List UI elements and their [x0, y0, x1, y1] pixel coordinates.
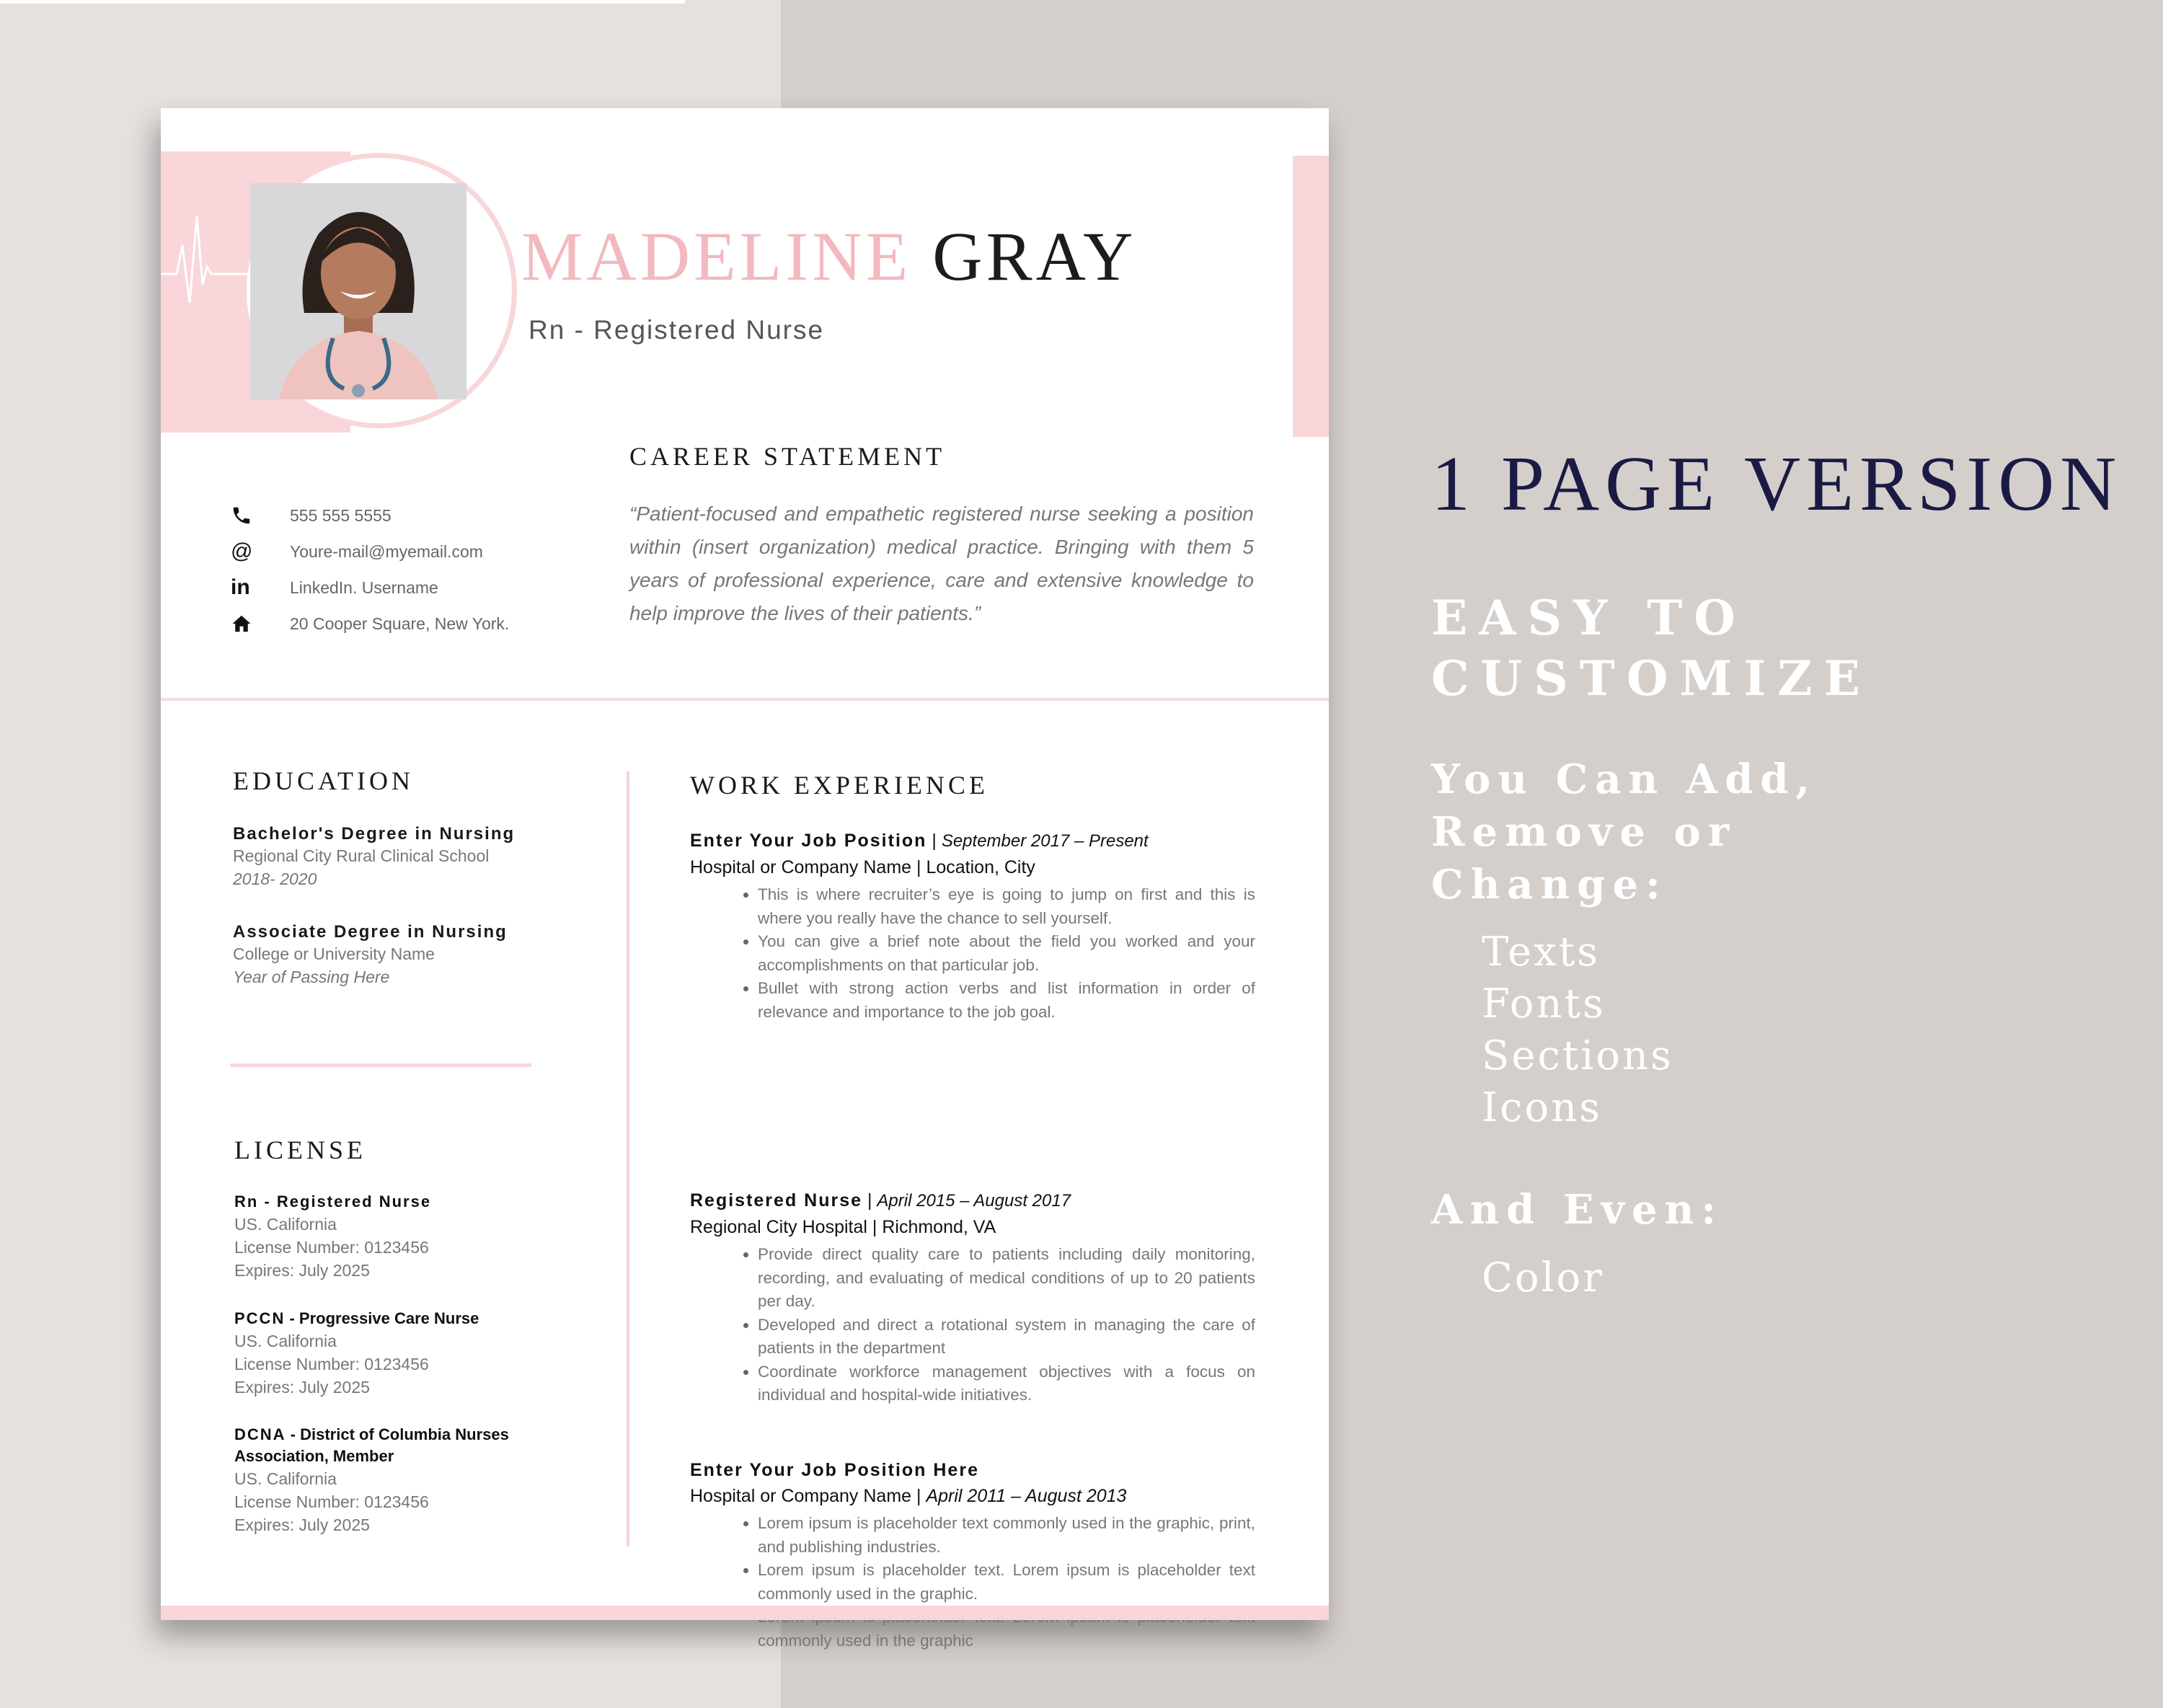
promo-feature: Sections [1482, 1032, 1673, 1079]
job-bullet: • Bullet with strong action verbs and list information in order of relevance and importance to the job goal. [758, 977, 1255, 1024]
job-bullets [690, 1512, 1255, 1652]
career-statement-heading: CAREER STATEMENT [629, 442, 946, 471]
education-divider [230, 1063, 531, 1067]
promo-color-item: Color [1482, 1255, 1604, 1301]
license-item [234, 1424, 537, 1536]
job-position: Registered Nurse [690, 1190, 863, 1211]
header-right-bar [1293, 156, 1329, 437]
job-entry: Registered Nurse | April 2015 – August 2017 Regional City Hospital | Richmond, VA • Provide direct quality care to patients including daily monitoring, recording, and evaluating of medical conditions of up to 20 patients per day. • Developed and direct a rotational system in managing the care of patients in the department • Coordinate workforce management objectives with a focus on individual and hospital-wide initiatives. [690, 1187, 1255, 1407]
school-name: Regional City Rural Clinical School [233, 846, 490, 865]
contact-email [231, 534, 509, 570]
license-number: License Number: 0123456 [234, 1492, 429, 1511]
job-dates: April 2015 – August 2017 [877, 1191, 1071, 1211]
job-dates: April 2011 – August 2013 [926, 1486, 1127, 1506]
job-location: Location, City [926, 857, 1035, 877]
work-experience-heading: WORK EXPERIENCE [690, 771, 988, 800]
contact-address [231, 606, 509, 642]
job-bullet: • commonly used in the graphic [758, 1606, 1255, 1652]
license-state: US. California [234, 1469, 337, 1488]
school-name: College or University Name [233, 944, 435, 963]
job-bullet: • Provide direct quality care to patients including daily monitoring, recording, and evaluating of medical conditions of up to 20 patients per day. [758, 1243, 1255, 1314]
profile-photo [250, 183, 466, 399]
license-code: PCCN [234, 1309, 286, 1327]
degree-title: Bachelor's Degree in Nursing [233, 824, 516, 844]
heartbeat-icon [161, 202, 255, 310]
header-divider [161, 698, 1329, 701]
education-item [233, 824, 550, 890]
job-bullet: • Lorem ipsum is placeholder text. Lorem ipsum is placeholder text commonly used in the graphic. [758, 1559, 1255, 1606]
job-title: Rn - Registered Nurse [528, 315, 825, 345]
job-bullet: • Lorem ipsum is placeholder text commonly used in the graphic, print, and publishing industries. [758, 1512, 1255, 1559]
contact-phone [231, 497, 509, 534]
license-expiry: Expires: July 2025 [234, 1261, 370, 1280]
promo-feature: Texts [1482, 929, 1600, 975]
education-item [233, 922, 550, 988]
promo-easy-line: CUSTOMIZE [1431, 650, 1872, 707]
job-entry: Enter Your Job Position | September 2017 – Present Hospital or Company Name | Location, City • This is where recruiter’s eye is going to jump on first and this is where you really have the chance to sell yourself. • You can give a brief note about the field you worked and your accomplishments on that particular job. • Bullet with strong action verbs and list information in order of relevance and importance to the job goal. [690, 828, 1255, 1024]
job-position: Enter Your Job Position [690, 831, 927, 851]
license-code: DCNA [234, 1425, 286, 1443]
promo-feature: Fonts [1482, 981, 1606, 1027]
school-years: 2018- 2020 [233, 870, 317, 888]
promo-can-line: Remove or [1431, 808, 1737, 856]
footer-pink-bar [161, 1606, 1329, 1620]
license-item [234, 1308, 552, 1399]
license-name: - District of Columbia Nurses Association, Member [234, 1425, 509, 1465]
license-name: - Progressive Care Nurse [285, 1309, 479, 1327]
job-position: Enter Your Job Position Here [690, 1460, 979, 1480]
license-expiry: Expires: July 2025 [234, 1515, 370, 1534]
license-number: License Number: 0123456 [234, 1355, 429, 1373]
career-statement-text: “Patient-focused and empathetic registered nurse seeking a position within (insert organization) medical practice. Bringing with them 5 years of professional experience, care and extensive knowledge to help improve the lives of their patients.” [629, 503, 1254, 624]
license-item [234, 1191, 552, 1282]
promo-can-heading [1431, 753, 1817, 911]
promo-easy-heading [1431, 588, 1872, 709]
education-heading: EDUCATION [233, 766, 414, 795]
job-bullet: • You can give a brief note about the field you worked and your accomplishments on that particular job. [758, 930, 1255, 977]
job-entry: Enter Your Job Position Here Hospital or Company Name | April 2011 – August 2013 • Lorem ipsum is placeholder text commonly used in the graphic, print, and publishing industries. • Lorem ipsum is placeholder text. Lorem ipsum is placeholder text commonly used in the graphic. • commonly used in the graphic [690, 1457, 1255, 1596]
candidate-name [521, 216, 1136, 296]
top-edge-line [0, 0, 685, 4]
email-text[interactable]: Youre-mail@myemail.com [290, 541, 483, 561]
job-company: Hospital or Company Name [690, 1486, 912, 1506]
promo-title: 1 PAGE VERSION [1431, 441, 2123, 527]
license-state: US. California [234, 1215, 337, 1234]
promo-can-line: Change: [1431, 861, 1668, 908]
job-location: Richmond, VA [882, 1217, 996, 1237]
degree-title: Associate Degree in Nursing [233, 922, 508, 942]
phone-icon [231, 505, 260, 526]
job-company: Regional City Hospital [690, 1217, 867, 1237]
last-name: GRAY [932, 218, 1137, 295]
job-bullets [690, 1243, 1255, 1407]
license-state: US. California [234, 1332, 337, 1350]
job-bullet: • This is where recruiter’s eye is going to jump on first and this is where you really have the chance to sell yourself. [758, 883, 1255, 930]
column-divider [627, 771, 629, 1547]
job-company: Hospital or Company Name [690, 857, 912, 877]
promo-can-line: You Can Add, [1431, 756, 1817, 803]
license-code: Rn [234, 1192, 259, 1211]
job-bullet: • Coordinate workforce management objectives with a focus on individual and hospital-wide initiatives. [758, 1360, 1255, 1407]
linkedin-icon: in [231, 575, 250, 599]
job-dates: September 2017 – Present [941, 831, 1149, 851]
home-icon [231, 613, 260, 634]
address-text: 20 Cooper Square, New York. [290, 614, 510, 633]
license-number: License Number: 0123456 [234, 1238, 429, 1257]
job-bullets [690, 883, 1255, 1024]
promo-feature: Icons [1482, 1084, 1603, 1131]
promo-and-even: And Even: [1431, 1186, 1724, 1234]
resume-page [161, 108, 1329, 1650]
school-years: Year of Passing Here [233, 968, 390, 986]
contact-linkedin [231, 570, 509, 606]
promo-feature-list [1482, 926, 1673, 1134]
linkedin-text[interactable]: LinkedIn. Username [290, 578, 438, 597]
license-heading: LICENSE [234, 1136, 366, 1164]
job-bullet: • Developed and direct a rotational system in managing the care of patients in the department [758, 1314, 1255, 1360]
license-expiry: Expires: July 2025 [234, 1378, 370, 1397]
contact-list [231, 497, 509, 642]
phone-text: 555 555 5555 [290, 505, 392, 525]
first-name: MADELINE [521, 218, 912, 295]
promo-easy-line: EASY TO [1431, 590, 1747, 646]
license-name: - Registered Nurse [258, 1192, 432, 1211]
at-icon: @ [231, 539, 253, 563]
